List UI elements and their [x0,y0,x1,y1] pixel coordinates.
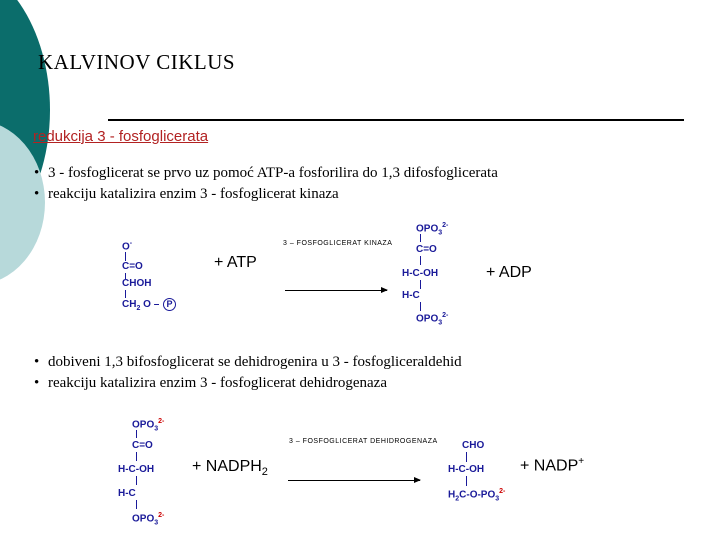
product-1-3-bisphosphoglycerate: $OPO_3^{2-}$ C=O H-C-OH H-C $OPO_3^{2-}$ [402,222,449,327]
slide-subtitle: redukcija 3 - fosfoglicerata [33,128,209,145]
reactant-1-3-bisphosphoglycerate: $OPO_3^{2-}$ C=O H-C-OH H-C $OPO_3^{2-}$ [118,418,165,527]
bullet-list-bottom [34,352,462,394]
title-divider [108,119,684,121]
bullet-item: • reakciju katalizira enzim 3 - fosfoglicerat kinaza [34,184,498,205]
bullet-item: • dobiveni 1,3 bifosfoglicerat se dehidrogenira u 3 - fosfogliceraldehid [34,352,462,373]
bullet-list-top [34,163,498,205]
plus-atp: + ATP [214,254,257,271]
plus-nadph2: + $NADPH_2$ [192,458,268,479]
reaction-arrow-1 [285,290,387,291]
plus-nadp: + NADP+ [520,456,585,475]
enzyme-dehydrogenase-label: 3 – FOSFOGLICERAT DEHIDROGENAZA [289,438,438,445]
phosphate-p-icon: P [163,298,176,311]
product-3-phosphoglyceraldehyde: CHO H-C-OH $H_2C-O-PO_3^{2-}$ [448,440,506,503]
bullet-item: • reakciju katalizira enzim 3 - fosfoglicerat dehidrogenaza [34,373,462,394]
enzyme-kinase-label: 3 – FOSFOGLICERAT KINAZA [283,240,393,247]
reaction-arrow-2 [288,480,420,481]
plus-adp: + ADP [486,264,532,281]
reactant-3-phosphoglycerate: O- C=O CHOH $CH_2$ O – P [120,240,190,320]
slide-title: KALVINOV CIKLUS [38,50,236,74]
bullet-item: • 3 - fosfoglicerat se prvo uz pomoć ATP-a fosforilira do 1,3 difosfoglicerata [34,163,498,184]
